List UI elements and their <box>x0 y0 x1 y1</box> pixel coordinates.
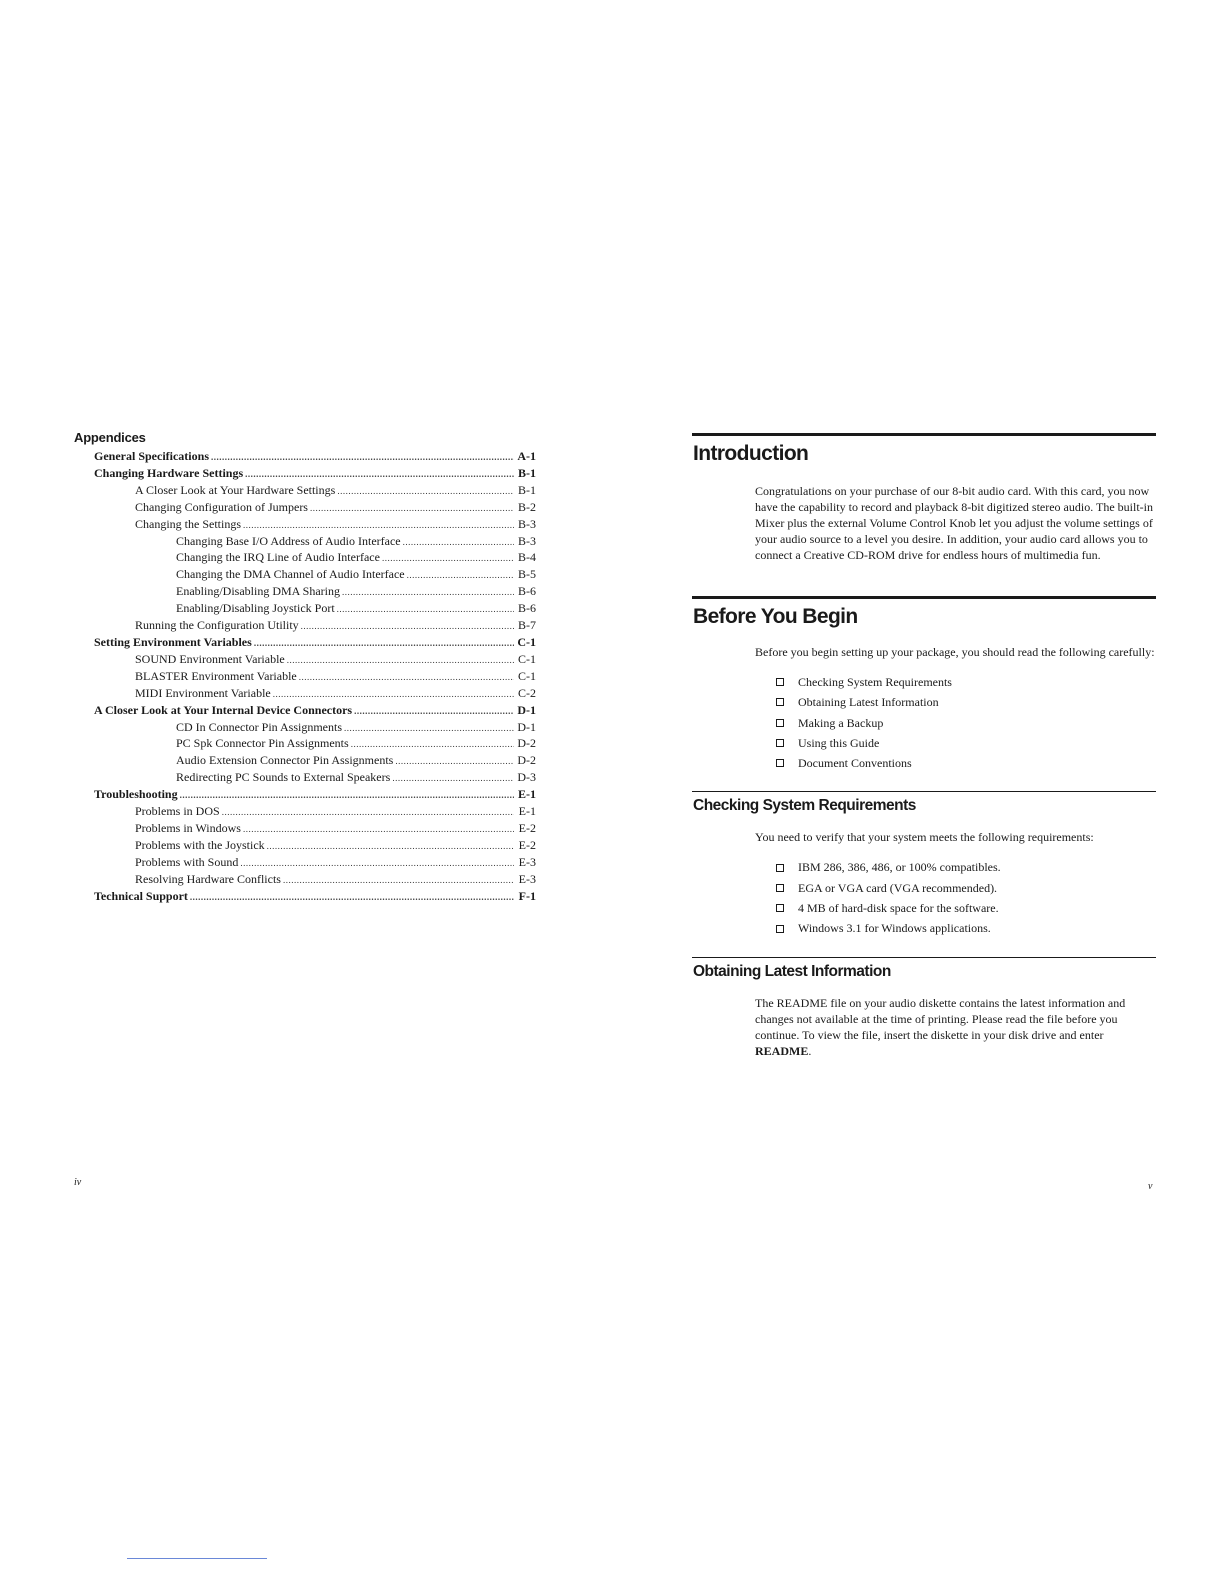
before-you-begin-heading: Before You Begin <box>693 605 858 628</box>
toc-leader-dots <box>245 467 514 483</box>
toc-entry-page: D-2 <box>517 753 536 768</box>
toc-leader-dots <box>354 704 514 720</box>
checkbox-bullet-icon <box>776 864 784 872</box>
toc-entry-page: E-3 <box>518 854 536 869</box>
obtaining-info-heading: Obtaining Latest Information <box>693 962 891 980</box>
toc-entry-title: CD In Connector Pin Assignments <box>176 719 343 734</box>
toc-leader-dots <box>243 518 514 534</box>
checking-requirements-heading: Checking System Requirements <box>693 797 916 815</box>
toc-entry-page: B-5 <box>518 567 536 582</box>
toc-entry <box>74 770 536 787</box>
toc-title: Appendices <box>74 430 146 445</box>
checkbox-bullet-icon <box>776 698 784 706</box>
toc-entry-page: B-1 <box>518 482 536 497</box>
toc-entry-page: E-1 <box>518 787 536 802</box>
toc-entry <box>74 821 536 838</box>
toc-leader-dots <box>211 450 514 466</box>
toc-entry-page: E-2 <box>518 837 536 852</box>
toc-entry-page: F-1 <box>518 888 536 903</box>
toc-entry-page: E-2 <box>518 820 536 835</box>
toc-entry <box>74 550 536 567</box>
toc-entry-page: C-1 <box>517 634 536 649</box>
list-item: Obtaining Latest Information <box>776 692 1156 712</box>
checkbox-bullet-icon <box>776 739 784 747</box>
toc-entry-title: Resolving Hardware Conflicts <box>135 871 281 886</box>
toc-entry-page: B-1 <box>518 465 536 480</box>
toc-leader-dots <box>407 568 514 584</box>
toc-entry-page: B-3 <box>518 533 536 548</box>
toc-leader-dots <box>190 890 514 906</box>
toc-entry-title: Enabling/Disabling DMA Sharing <box>176 584 340 599</box>
toc-list <box>74 449 536 905</box>
checkbox-bullet-icon <box>776 719 784 727</box>
toc-entry <box>74 686 536 703</box>
toc-entry <box>74 838 536 855</box>
checkbox-bullet-icon <box>776 925 784 933</box>
toc-entry <box>74 736 536 753</box>
list-item: IBM 286, 386, 486, or 100% compatibles. <box>776 857 1156 877</box>
toc-entry-title: Problems with the Joystick <box>135 837 265 852</box>
toc-entry <box>74 787 536 804</box>
toc-entry-page: B-3 <box>518 516 536 531</box>
before-you-begin-body: Before you begin setting up your package, you should read the following carefully: <box>755 645 1155 659</box>
toc-entry <box>74 618 536 635</box>
list-item: Making a Backup <box>776 713 1156 733</box>
toc-entry-page: C-1 <box>518 668 536 683</box>
toc-entry-page: D-1 <box>517 702 536 717</box>
toc-entry <box>74 652 536 669</box>
toc-entry-title: BLASTER Environment Variable <box>135 668 297 683</box>
list-item: 4 MB of hard-disk space for the software. <box>776 898 1156 918</box>
toc-entry-page: B-4 <box>518 550 536 565</box>
toc-entry-page: B-6 <box>518 601 536 616</box>
toc-entry-title: A Closer Look at Your Hardware Settings <box>135 482 336 497</box>
list-item: Document Conventions <box>776 753 1156 773</box>
toc-entry-page: C-1 <box>518 651 536 666</box>
toc-entry <box>74 872 536 889</box>
toc-entry <box>74 449 536 466</box>
toc-entry-page: D-2 <box>517 736 536 751</box>
toc-entry-title: A Closer Look at Your Internal Device Connectors <box>94 702 353 717</box>
toc-leader-dots <box>337 602 514 618</box>
list-item: EGA or VGA card (VGA recommended). <box>776 878 1156 898</box>
toc-leader-dots <box>310 501 514 517</box>
toc-entry-title: Redirecting PC Sounds to External Speakers <box>176 770 391 785</box>
toc-leader-dots <box>254 636 514 652</box>
toc-leader-dots <box>351 737 514 753</box>
toc-leader-dots <box>344 721 514 737</box>
toc-entry <box>74 500 536 517</box>
readme-command: README <box>755 1043 809 1058</box>
toc-leader-dots <box>287 653 514 669</box>
section-rule <box>692 957 1156 958</box>
before-you-begin-list <box>776 672 1156 773</box>
toc-entry <box>74 601 536 618</box>
toc-entry-title: Troubleshooting <box>94 787 178 802</box>
toc-entry-title: Changing Base I/O Address of Audio Interface <box>176 533 401 548</box>
toc-leader-dots <box>180 788 514 804</box>
checkbox-bullet-icon <box>776 759 784 767</box>
toc-entry-title: Problems with Sound <box>135 854 239 869</box>
toc-entry-title: Technical Support <box>94 888 188 903</box>
toc-leader-dots <box>267 839 514 855</box>
page-number-right: v <box>1148 1181 1153 1192</box>
page-number-left: iv <box>74 1177 82 1188</box>
toc-entry-title: Problems in DOS <box>135 804 220 819</box>
toc-entry-title: General Specifications <box>94 449 209 463</box>
toc-entry <box>74 534 536 551</box>
toc-leader-dots <box>299 670 514 686</box>
toc-entry <box>74 584 536 601</box>
toc-entry-page: E-3 <box>518 871 536 886</box>
introduction-heading: Introduction <box>693 442 809 465</box>
toc-leader-dots <box>273 687 514 703</box>
section-rule <box>692 433 1156 436</box>
toc-leader-dots <box>243 822 514 838</box>
toc-entry <box>74 889 536 906</box>
toc-entry <box>74 567 536 584</box>
toc-entry <box>74 517 536 534</box>
checkbox-bullet-icon <box>776 678 784 686</box>
toc-entry-title: Changing the DMA Channel of Audio Interface <box>176 567 405 582</box>
toc-leader-dots <box>403 535 514 551</box>
list-item: Windows 3.1 for Windows applications. <box>776 918 1156 938</box>
toc-entry <box>74 753 536 770</box>
toc-entry-page: D-1 <box>517 719 536 734</box>
list-item: Checking System Requirements <box>776 672 1156 692</box>
checkbox-bullet-icon <box>776 884 784 892</box>
toc-entry <box>74 483 536 500</box>
toc-entry-title: Changing the IRQ Line of Audio Interface <box>176 550 380 565</box>
toc-entry-title: Enabling/Disabling Joystick Port <box>176 601 335 616</box>
toc-entry-page: C-2 <box>518 685 536 700</box>
toc-entry <box>74 466 536 483</box>
toc-leader-dots <box>392 771 514 787</box>
toc-entry-page: B-6 <box>518 584 536 599</box>
checking-requirements-body: You need to verify that your system meets the following requirements: <box>755 830 1094 845</box>
toc-entry-title: Changing Hardware Settings <box>94 465 244 480</box>
toc-entry <box>74 703 536 720</box>
toc-entry-title: MIDI Environment Variable <box>135 685 271 700</box>
toc-leader-dots <box>301 619 514 635</box>
toc-entry-title: PC Spk Connector Pin Assignments <box>176 736 349 751</box>
requirements-list <box>776 857 1156 938</box>
checkbox-bullet-icon <box>776 904 784 912</box>
section-rule <box>692 596 1156 599</box>
toc-leader-dots <box>240 856 514 872</box>
toc-entry <box>74 720 536 737</box>
toc-leader-dots <box>342 585 514 601</box>
toc-leader-dots <box>395 754 514 770</box>
toc-entry-title: Audio Extension Connector Pin Assignments <box>176 753 394 768</box>
introduction-body: Congratulations on your purchase of our 8-bit audio card. With this card, you now have the capability to record and playback 8-bit digitized stereo audio. The built-in Mixer plus the external Volume Control Knob let you adjust the volume settings of your audio source to a level you desire. In addition, your audio card allows you to connect a Creative CD-ROM drive for endless hours of multimedia fun. <box>755 484 1153 562</box>
toc-entry-title: Setting Environment Variables <box>94 634 252 649</box>
toc-entry-title: Running the Configuration Utility <box>135 618 299 633</box>
toc-entry <box>74 635 536 652</box>
toc-leader-dots <box>222 805 514 821</box>
toc-entry-page: B-7 <box>518 618 536 633</box>
toc-entry-title: Problems in Windows <box>135 820 241 835</box>
list-item: Using this Guide <box>776 733 1156 753</box>
toc-entry-page: B-2 <box>518 499 536 514</box>
toc-entry-page: A-1 <box>517 449 536 463</box>
toc-leader-dots <box>283 873 514 889</box>
section-rule <box>692 791 1156 792</box>
toc-leader-dots <box>337 484 514 500</box>
toc-entry-title: SOUND Environment Variable <box>135 651 285 666</box>
toc-entry-title: Changing the Settings <box>135 516 241 531</box>
appendices-toc <box>74 430 536 905</box>
toc-entry <box>74 804 536 821</box>
toc-entry <box>74 669 536 686</box>
toc-entry-page: E-1 <box>518 804 536 819</box>
introduction-page <box>692 433 1156 1059</box>
toc-leader-dots <box>382 551 514 567</box>
toc-entry-page: D-3 <box>517 770 536 785</box>
toc-entry <box>74 855 536 872</box>
obtaining-info-body: The README file on your audio diskette contains the latest information and changes not available at the time of printing. Please read the file before you continue. To view the file, insert the diskette in your disk drive and enter README. <box>755 995 1126 1058</box>
footer-rule <box>127 1558 267 1559</box>
toc-entry-title: Changing Configuration of Jumpers <box>135 499 308 514</box>
